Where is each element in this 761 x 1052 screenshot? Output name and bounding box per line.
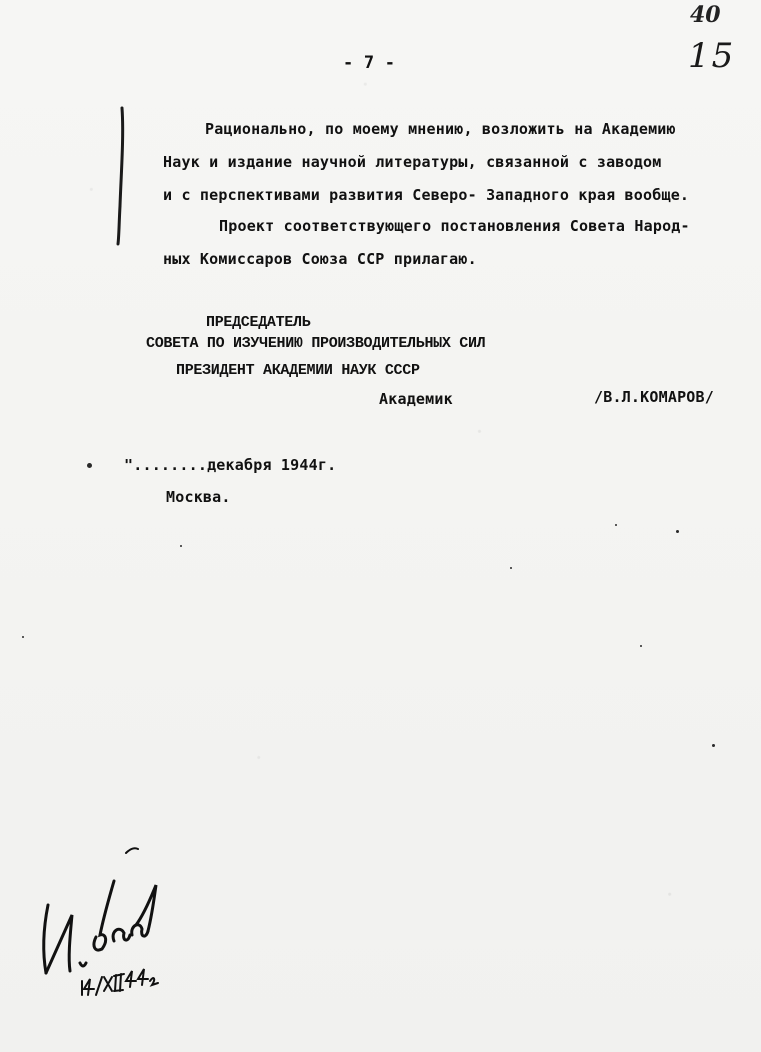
handwritten-signature bbox=[30, 845, 190, 1015]
paragraph-2-line-1: Проект соответствующего постановления Совета Народ- bbox=[219, 217, 690, 235]
margin-line-mark bbox=[113, 106, 129, 246]
paragraph-2-line-2: ных Комиссаров Союза ССР прилагаю. bbox=[163, 250, 477, 268]
signatory-rank: Академик bbox=[379, 390, 453, 408]
signature-title-line-2: СОВЕТА ПО ИЗУЧЕНИЮ ПРОИЗВОДИТЕЛЬНЫХ СИЛ bbox=[146, 335, 486, 352]
margin-dot bbox=[87, 463, 92, 468]
city-line: Москва. bbox=[166, 488, 231, 506]
signature-title-line-3: ПРЕЗИДЕНТ АКАДЕМИИ НАУК СССР bbox=[176, 362, 420, 379]
paper-speck bbox=[510, 567, 512, 569]
signatory-name: /В.Л.КОМАРОВ/ bbox=[594, 388, 714, 406]
paper-speck bbox=[22, 636, 24, 638]
archive-number-top: 40 bbox=[690, 2, 721, 28]
paragraph-1-line-2: Наук и издание научной литературы, связанной с заводом bbox=[163, 153, 662, 171]
paper-speck bbox=[712, 744, 715, 747]
paragraph-1-line-3: и с перспективами развития Северо- Западного края вообще. bbox=[163, 186, 690, 204]
paper-speck bbox=[640, 645, 642, 647]
date-line: "........декабря 1944г. bbox=[124, 456, 337, 474]
paragraph-1-line-1: Рационально, по моему мнению, возложить на Академию bbox=[205, 120, 676, 138]
signature-title-line-1: ПРЕДСЕДАТЕЛЬ bbox=[206, 314, 311, 331]
archive-number-bottom: 15 bbox=[688, 36, 736, 76]
paper-speck bbox=[180, 545, 182, 547]
page-number: - 7 - bbox=[343, 53, 396, 73]
paper-speck bbox=[676, 530, 679, 533]
paper-speck bbox=[615, 524, 617, 526]
